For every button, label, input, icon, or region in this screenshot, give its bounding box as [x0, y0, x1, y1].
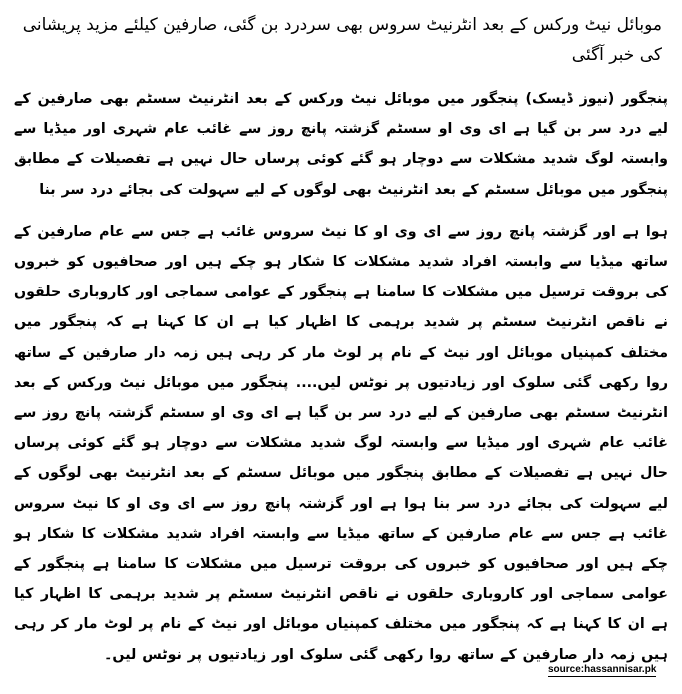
- article-paragraph-2: ہوا ہے اور گزشتہ پانچ روز سے ای وی او کا نیٹ سروس غائب ہے جس سے عام صارفین کے ساتھ میڈیا سے وابستہ افراد شدید مشکلات کا شکار ہو چکے ہیں اور صحافیوں کو خبروں کی بروقت ترسیل میں مشکلات کا سامنا ہے پنجگور کے عوامی سماجی اور کاروباری حلقوں نے ناقص انٹرنیٹ سسٹم پر شدید برہمی کا اظہار کیا ہے ان کا کہنا ہے کہ پنجگور میں مختلف کمپنیاں موبائل اور نیٹ کے نام پر لوٹ مار کر رہی ہیں زمہ دار صارفین کے ساتھ روا رکھی گئی سلوک اور زیادتیوں پر نوٹس لیں.... پنجگور میں موبائل نیٹ ورکس کے بعد انٹرنیٹ سسٹم بھی صارفین کے لیے درد سر بن گیا ہے ای وی او سسٹم گزشتہ پانچ روز سے غائب عام شہری اور میڈیا سے وابستہ لوگ شدید مشکلات سے دوچار ہو گئے کوئی پرساں حال نہیں ہے تفصیلات کے مطابق پنجگور میں موبائل سسٹم کے بعد انٹرنیٹ بھی لوگوں کے لیے سہولت کی بجائے درد سر بنا ہوا ہے اور گزشتہ پانچ روز سے ای وی او کا نیٹ سروس غائب ہے جس سے عام صارفین کے ساتھ میڈیا سے وابستہ افراد شدید مشکلات کا شکار ہو چکے ہیں اور صحافیوں کو خبروں کی بروقت ترسیل میں مشکلات کا سامنا ہے پنجگور کے عوامی سماجی اور کاروباری حلقوں نے ناقص انٹرنیٹ سسٹم پر شدید برہمی کا اظہار کیا ہے ان کا کہنا ہے کہ پنجگور میں مختلف کمپنیاں موبائل اور نیٹ کے نام پر لوٹ مار کر رہی ہیں زمہ دار صارفین کے ساتھ روا رکھی گئی سلوک اور زیادتیوں پر نوٹس لیں۔: [14, 223, 668, 663]
- article-paragraph-1: پنجگور (نیوز ڈیسک) پنجگور میں موبائل نیٹ ورکس کے بعد انٹرنیٹ سسٹم بھی صارفین کے لیے درد سر بن گیا ہے ای وی او سسٹم گزشتہ پانچ روز سے غائب عام شہری اور میڈیا سے وابستہ لوگ شدید مشکلات سے دوچار ہو گئے کوئی پرساں حال نہیں ہے تفصیلات کے مطابق پنجگور میں موبائل سسٹم کے بعد انٹرنیٹ بھی لوگوں کے لیے سہولت کی بجائے درد سر بنا: [14, 91, 668, 198]
- source-credit: source:hassannisar.pk: [548, 664, 657, 675]
- article: [14, 10, 668, 682]
- article-headline: موبائل نیٹ ورکس کے بعد انٹرنیٹ سروس بھی سردرد بن گئی، صارفین کیلئے مزید پریشانی کی خبر آگئی: [22, 15, 662, 65]
